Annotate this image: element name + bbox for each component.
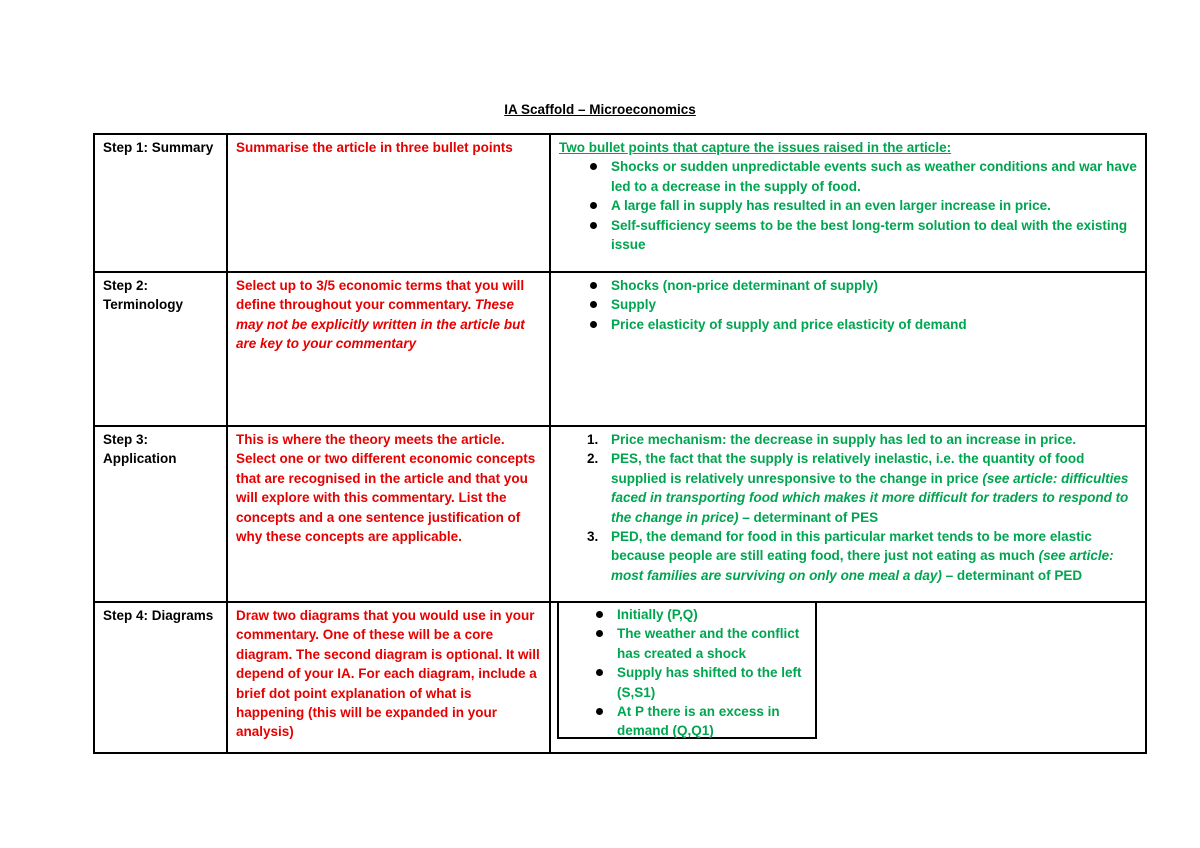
list-item: Initially (P,Q) <box>617 605 809 624</box>
page-title: IA Scaffold – Microeconomics <box>504 102 696 117</box>
answer-heading: Two bullet points that capture the issues raised in the article: <box>559 140 952 155</box>
instruction-text: Select up to 3/5 economic terms that you will define throughout your commentary. <box>236 278 525 313</box>
item-italic-text: (see article: most families are surviving on only one meal a day) <box>611 548 1114 583</box>
list-item <box>587 430 1137 449</box>
table-row-application <box>94 426 1146 602</box>
table-row-summary <box>94 134 1146 272</box>
item-text: Price mechanism: the decrease in supply has led to an increase in price. <box>611 432 1077 447</box>
list-item <box>587 449 1137 527</box>
item-number: 3. <box>587 529 599 545</box>
instruction-text: Summarise the article in three bullet points <box>236 140 513 155</box>
list-item <box>587 527 1137 585</box>
instruction-cell <box>227 272 550 426</box>
answer-list <box>559 276 1137 334</box>
list-item: Shocks (non-price determinant of supply) <box>611 276 1137 295</box>
item-text: PED, the demand for food in this particular market tends to be more elastic because people are still eating food, there just not eating as much <box>611 529 1092 564</box>
answer-list <box>559 157 1137 254</box>
step-label-cell <box>94 602 227 753</box>
answer-list <box>559 605 815 741</box>
table-row-terminology <box>94 272 1146 426</box>
item-number: 2. <box>587 451 599 467</box>
table-row-diagrams <box>94 602 1146 753</box>
answer-numbered-list <box>559 430 1137 585</box>
list-item: The weather and the conflict has created a shock <box>617 624 809 663</box>
instruction-text: This is where the theory meets the article. Select one or two different economic concepts that are recognised in the article and that you will explore with this commentary. List the concepts and a one sentence justification of why these concepts are applicable. <box>236 432 536 545</box>
list-item: A large fall in supply has resulted in an even larger increase in price. <box>611 196 1137 215</box>
answer-cell <box>550 134 1146 272</box>
instruction-text: Draw two diagrams that you would use in your commentary. One of these will be a core diagram. The second diagram is optional. It will depend of your IA. For each diagram, include a brief dot point explanation of what is happening (this will be expanded in your analysis) <box>236 608 540 740</box>
answer-cell <box>550 602 1146 753</box>
list-item: Price elasticity of supply and price elasticity of demand <box>611 315 1137 334</box>
list-item: Self-sufficiency seems to be the best long-term solution to deal with the existing issue <box>611 216 1137 255</box>
step-label-cell <box>94 426 227 602</box>
answer-cell <box>550 272 1146 426</box>
list-item: Supply <box>611 295 1137 314</box>
step-label: Step 3: Application <box>103 432 177 467</box>
instruction-cell <box>227 602 550 753</box>
item-text: PES, the fact that the supply is relatively inelastic, i.e. the quantity of food supplied is relatively unresponsive to the change in price <box>611 451 1085 486</box>
list-item: At P there is an excess in demand (Q,Q1) <box>617 702 809 741</box>
list-item: Shocks or sudden unpredictable events such as weather conditions and war have led to a decrease in the supply of food. <box>611 157 1137 196</box>
step-label: Step 1: Summary <box>103 140 214 155</box>
item-tail-text: – determinant of PED <box>945 567 1083 583</box>
item-tail-text: – determinant of PES <box>742 509 879 525</box>
scaffold-table <box>93 133 1147 754</box>
step-label: Step 2: Terminology <box>103 278 184 313</box>
item-number: 1. <box>587 432 599 447</box>
instruction-cell <box>227 426 550 602</box>
list-item: Supply has shifted to the left (S,S1) <box>617 663 809 702</box>
instruction-italic-text: These may not be explicitly written in the article but are key to your commentary <box>236 297 525 352</box>
step-label: Step 4: Diagrams <box>103 608 214 623</box>
instruction-cell <box>227 134 550 272</box>
answer-cell <box>550 426 1146 602</box>
diagram-notes-box <box>557 603 817 739</box>
step-label-cell <box>94 134 227 272</box>
item-italic-text: (see article: difficulties faced in transporting food which makes it more difficult for traders to respond to the change in price) <box>611 470 1129 525</box>
step-label-cell <box>94 272 227 426</box>
